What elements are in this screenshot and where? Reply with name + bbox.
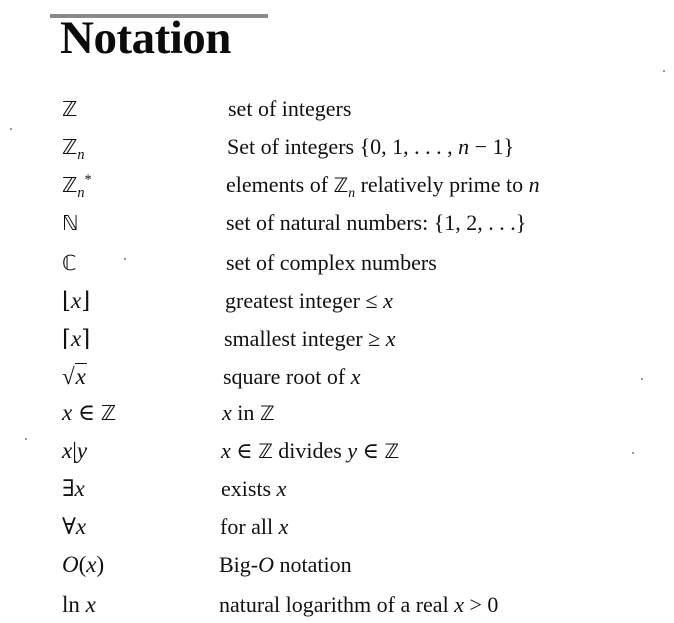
notation-symbol: ℕ	[62, 211, 79, 235]
notation-row	[0, 284, 674, 318]
notation-description: for all x	[220, 514, 289, 539]
notation-row	[0, 322, 674, 356]
scan-speck	[10, 128, 12, 130]
scan-speck	[124, 258, 126, 260]
notation-row	[0, 360, 674, 394]
notation-row	[0, 472, 674, 506]
notation-description: smallest integer ≥ x	[224, 326, 396, 351]
notation-symbol: ln x	[62, 592, 96, 617]
notation-symbol: ∀x	[62, 514, 87, 539]
notation-description: natural logarithm of a real x > 0	[219, 592, 499, 617]
notation-row	[0, 434, 674, 468]
notation-symbol: x ∈ ℤ	[62, 400, 117, 425]
notation-description: Set of integers {0, 1, . . . , n − 1}	[227, 134, 515, 159]
notation-row	[0, 548, 674, 582]
notation-symbol: ℂ	[62, 251, 77, 275]
notation-description: x ∈ ℤ divides y ∈ ℤ	[221, 438, 400, 463]
notation-description: exists x	[221, 476, 287, 501]
notation-symbol: ⌈x⌉	[62, 326, 91, 351]
notation-row	[0, 130, 674, 164]
notation-symbol: √x	[62, 364, 86, 389]
notation-description: Big-O notation	[219, 552, 352, 577]
notation-symbol: ∃x	[62, 476, 85, 501]
notation-symbol: ℤ$_n$*	[62, 172, 92, 201]
scan-speck	[25, 438, 27, 440]
notation-description: x in ℤ	[222, 400, 275, 425]
notation-row	[0, 588, 674, 622]
notation-description: set of complex numbers	[226, 250, 437, 275]
notation-description: greatest integer ≤ x	[225, 288, 393, 313]
notation-symbol: O(x)	[62, 552, 105, 577]
scan-speck	[641, 378, 643, 380]
notation-row	[0, 246, 674, 280]
notation-row	[0, 396, 674, 430]
notation-symbol: ⌊x⌋	[62, 288, 91, 313]
notation-symbol: x|y	[62, 438, 88, 463]
notation-symbol: ℤ	[62, 97, 78, 121]
scan-speck	[632, 452, 634, 454]
notation-description: set of integers	[228, 96, 352, 121]
notation-row	[0, 92, 674, 126]
notation-row	[0, 510, 674, 544]
page-title: Notation	[60, 12, 231, 64]
notation-symbol: ℤ$_n$	[62, 135, 85, 163]
notation-description: square root of x	[223, 364, 361, 389]
notation-row	[0, 206, 674, 240]
notation-description: elements of ℤ$_n$ relatively prime to n	[226, 172, 540, 200]
scan-speck	[663, 70, 665, 72]
notation-row	[0, 168, 674, 202]
notation-description: set of natural numbers: {1, 2, . . .}	[226, 210, 527, 235]
